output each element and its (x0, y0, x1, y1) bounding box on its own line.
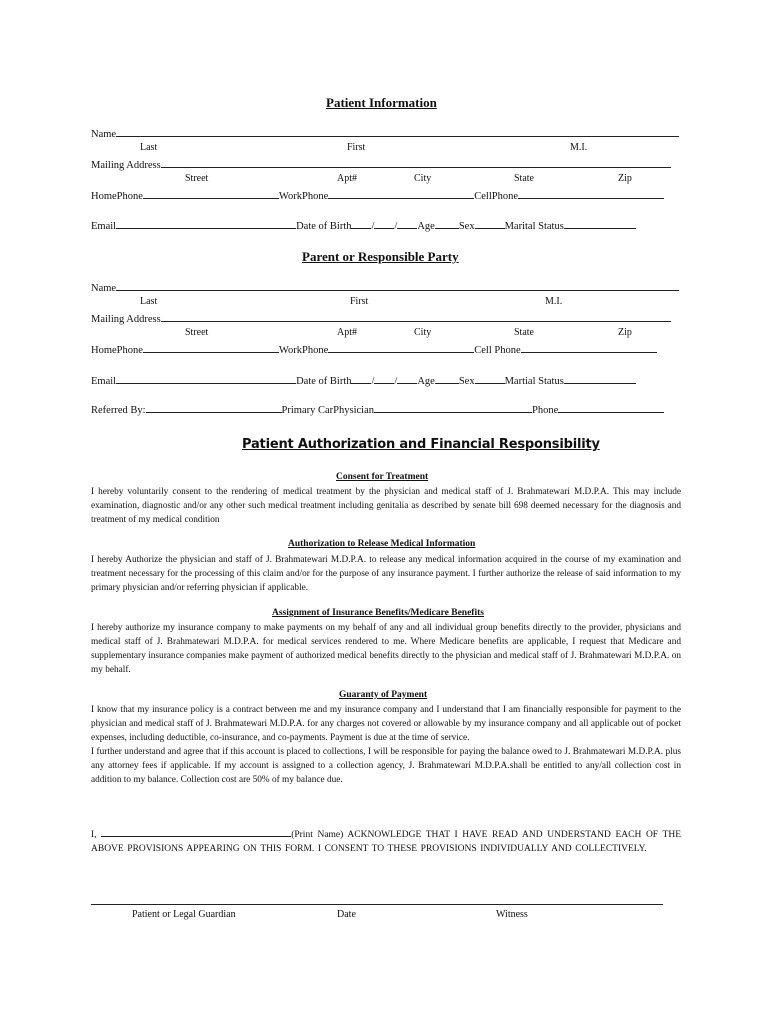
first-sublabel: First (347, 142, 366, 153)
assignment-heading: Assignment of Insurance Benefits/Medicare Benefits (272, 608, 484, 618)
phone-field[interactable] (558, 402, 664, 413)
parent-email-row (91, 373, 636, 387)
release-paragraph: I hereby Authorize the physician and staff of J. Brahmatewari M.D.P.A. to release any medical information acquired in the course of my examination and treatment necessary for the processing of this claim and/or for the purpose of any insurance payment. I further authorize the release of said information to my primary physician and/or referring physician if applicable. (91, 555, 681, 593)
age-label: Age (417, 221, 435, 232)
dob-slash: / (394, 376, 398, 387)
marital-label: Marital Status (504, 221, 564, 232)
mailing-label: Mailing Address (91, 160, 161, 171)
cellphone-label: Cell Phone (474, 345, 521, 356)
acknowledge-paragraph (91, 827, 681, 856)
patient-mailing-row (91, 157, 671, 171)
marital-label: Martial Status (504, 376, 564, 387)
release-heading: Authorization to Release Medical Information (288, 539, 476, 549)
acknowledge-text: (Print Name) ACKNOWLEDGE THAT I HAVE READ AND UNDERSTAND EACH OF THE ABOVE PROVISIONS APPEARING ON THIS FORM. I CONSENT TO THESE PROVISIONS INDIVIDUALLY AND COLLECTIVELY. (91, 830, 682, 854)
parent-info-title: Parent or Responsible Party (302, 249, 459, 264)
consent-heading: Consent for Treatment (336, 472, 429, 482)
sex-field[interactable] (475, 373, 505, 384)
patient-email-row (91, 218, 636, 232)
sex-field[interactable] (475, 218, 505, 229)
last-sublabel: Last (140, 296, 158, 307)
authorization-title: Patient Authorization and Financial Responsibility (242, 437, 600, 452)
city-sublabel: City (414, 327, 432, 338)
mailing-label: Mailing Address (91, 314, 161, 325)
workphone-label: WorkPhone (278, 345, 329, 356)
street-sublabel: Street (185, 327, 209, 338)
marital-field[interactable] (564, 218, 636, 229)
dob-month-field[interactable] (351, 373, 371, 384)
parent-phone-row (91, 342, 657, 356)
guaranty-paragraph-2: I further understand and agree that if this account is placed to collections, I will be responsible for paying the balance owed to J. Brahmatewari M.D.P.A. plus any attorney fees if applicable. If my account is assigned to a collection agency, J. Brahmatewari M.D.P.A.shall be entitled to any/all collection cost in addition to my balance. Collection cost are 50% of my balance due. (91, 747, 681, 785)
apt-sublabel: Apt# (337, 327, 357, 338)
dob-label: Date of Birth (296, 376, 352, 387)
last-sublabel: Last (140, 142, 158, 153)
name-label: Name (91, 129, 117, 140)
age-field[interactable] (435, 218, 459, 229)
zip-sublabel: Zip (618, 173, 632, 184)
dob-month-field[interactable] (351, 218, 371, 229)
city-sublabel: City (414, 173, 432, 184)
guaranty-heading: Guaranty of Payment (339, 690, 428, 700)
workphone-field[interactable] (328, 188, 474, 199)
parent-mailing-row (91, 311, 671, 325)
primary-physician-field[interactable] (374, 402, 532, 413)
dob-day-field[interactable] (374, 218, 394, 229)
email-field[interactable] (116, 373, 296, 384)
sex-label: Sex (458, 221, 475, 232)
acknowledge-prefix: I, (91, 830, 97, 840)
primary-physician-label: Primary CarPhysician (281, 405, 374, 416)
age-label: Age (417, 376, 435, 387)
patient-info-title: Patient Information (326, 95, 437, 110)
date-label: Date (337, 909, 356, 920)
homephone-label: HomePhone (91, 345, 143, 356)
cellphone-label: CellPhone (474, 191, 518, 202)
email-field[interactable] (116, 218, 296, 229)
assignment-paragraph: I hereby authorize my insurance company to make payments on my behalf of any and all individual group benefits directly to the provider, physicians and medical staff of J. Brahmatewari M.D.P.A. for medical services rendered to me. Where Medicare benefits are applicable, I request that Medicare and supplementary insurance companies make payment of authorized medical benefits directly to the physician and medical staff of J. Brahmatewari M.D.P.A. on my behalf. (91, 623, 681, 675)
patient-name-field[interactable] (116, 126, 679, 137)
street-sublabel: Street (185, 173, 209, 184)
witness-label: Witness (496, 909, 528, 920)
zip-sublabel: Zip (618, 327, 632, 338)
phone-label: Phone (531, 405, 559, 416)
consent-paragraph: I hereby voluntarily consent to the rendering of medical treatment by the physician and medical staff of J. Brahmatewari M.D.P.A. This may include examination, diagnostic and/or any other such medical treatment including genitalia as described by senate bill 698 deemed necessary for the diagnosis and treatment of my medical condition (91, 487, 681, 525)
parent-name-row (91, 280, 679, 294)
patient-guardian-label: Patient or Legal Guardian (132, 909, 236, 920)
state-sublabel: State (514, 173, 534, 184)
sex-label: Sex (458, 376, 475, 387)
homephone-field[interactable] (143, 342, 279, 353)
dob-slash: / (371, 221, 375, 232)
name-label: Name (91, 283, 117, 294)
parent-mailing-field[interactable] (161, 311, 671, 322)
print-name-field[interactable] (101, 827, 291, 837)
cellphone-field[interactable] (518, 188, 664, 199)
patient-name-row (91, 126, 679, 140)
parent-name-field[interactable] (116, 280, 679, 291)
referral-row (91, 402, 664, 416)
age-field[interactable] (435, 373, 459, 384)
signature-line[interactable] (91, 904, 663, 905)
email-label: Email (91, 221, 117, 232)
workphone-field[interactable] (328, 342, 474, 353)
referred-field[interactable] (146, 402, 282, 413)
mi-sublabel: M.I. (570, 142, 588, 153)
patient-phone-row (91, 188, 664, 202)
homephone-field[interactable] (143, 188, 279, 199)
patient-mailing-field[interactable] (161, 157, 671, 168)
dob-slash: / (371, 376, 375, 387)
marital-field[interactable] (564, 373, 636, 384)
referred-label: Referred By: (91, 405, 146, 416)
dob-label: Date of Birth (296, 221, 352, 232)
dob-slash: / (394, 221, 398, 232)
dob-year-field[interactable] (397, 373, 417, 384)
homephone-label: HomePhone (91, 191, 143, 202)
dob-year-field[interactable] (397, 218, 417, 229)
state-sublabel: State (514, 327, 534, 338)
email-label: Email (91, 376, 117, 387)
dob-day-field[interactable] (374, 373, 394, 384)
cellphone-field[interactable] (521, 342, 657, 353)
first-sublabel: First (350, 296, 369, 307)
workphone-label: WorkPhone (278, 191, 329, 202)
apt-sublabel: Apt# (337, 173, 357, 184)
mi-sublabel: M.I. (545, 296, 563, 307)
guaranty-paragraph-1: I know that my insurance policy is a contract between me and my insurance company and I understand that I am financially responsible for payment to the physician and medical staff of J. Brahmatewari M.D.P.A. for any charges not covered or allowable by my insurance company and all applicable out of pocket expenses, including deductible, co-insurance, and co-payments. Payment is due at the time of service. (91, 705, 681, 743)
